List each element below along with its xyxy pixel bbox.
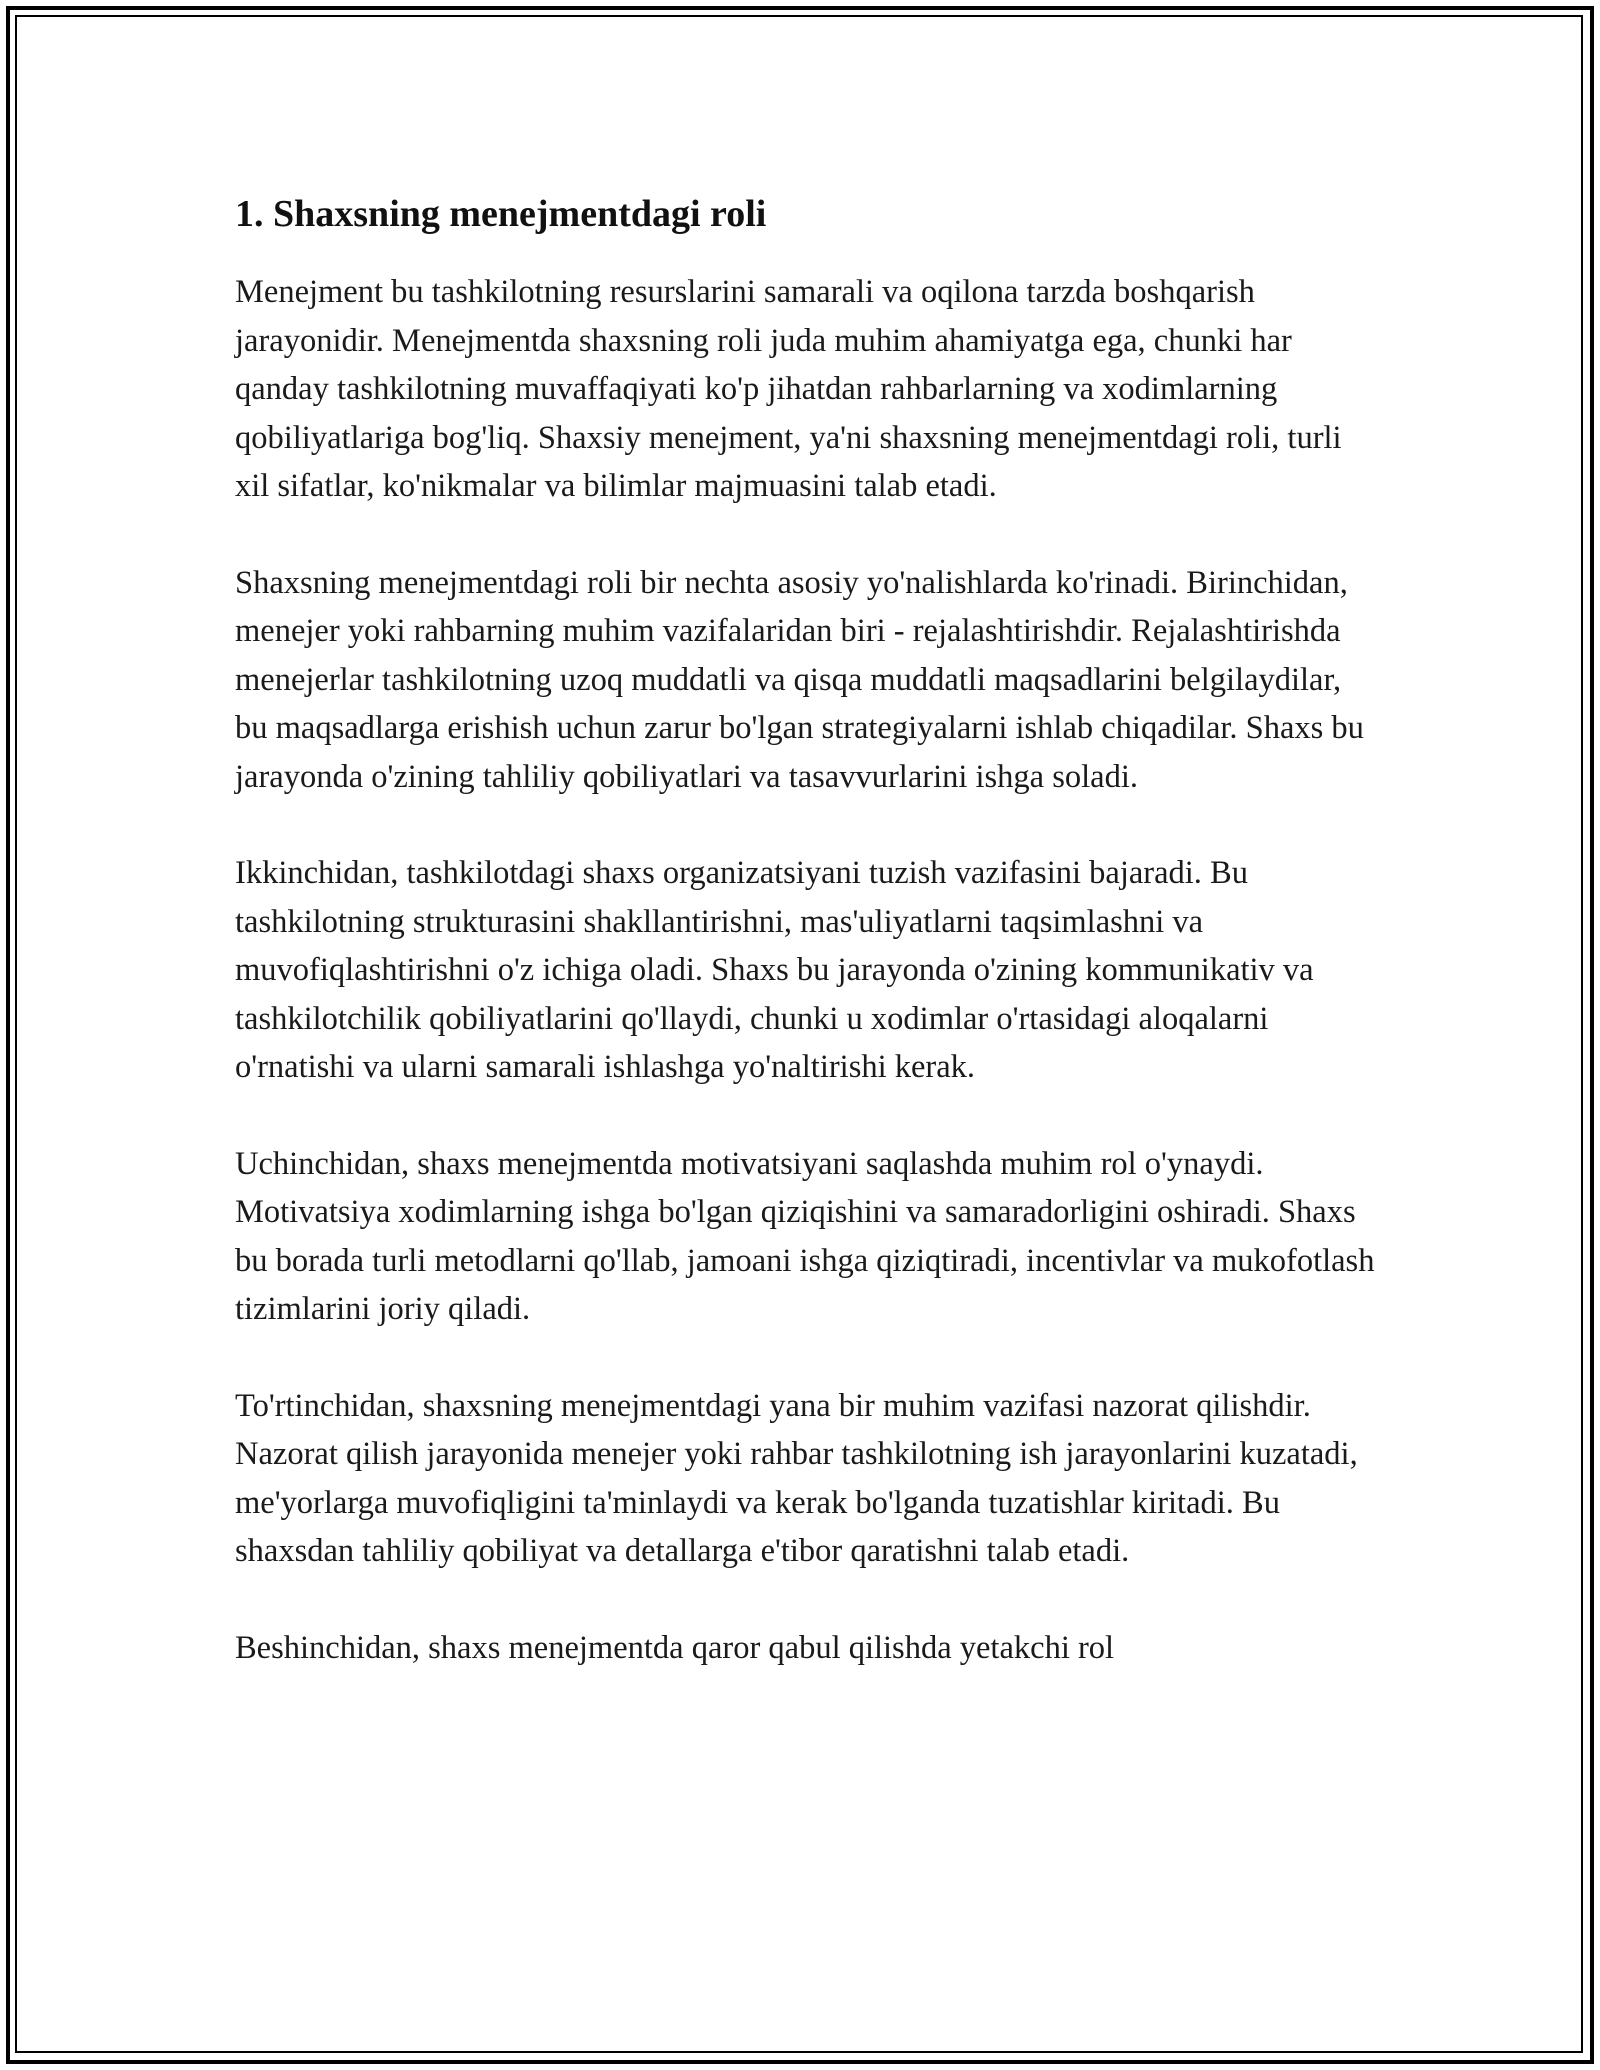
document-body	[235, 188, 1375, 1720]
paragraph-organizing: Ikkinchidan, tashkilotdagi shaxs organizatsiyani tuzish vazifasini bajaradi. Bu tashkilotning strukturasini shakllantirishni, mas'uliyatlarni taqsimlashni va muvofiqlashtirishni o'z ichiga oladi. Shaxs bu jarayonda o'zining kommunikativ va tashkilotchilik qobiliyatlarini qo'llaydi, chunki u xodimlar o'rtasidagi aloqalarni o'rnatishi va ularni samarali ishlashga yo'naltirishi kerak.	[235, 855, 1314, 1085]
paragraph-planning: Shaxsning menejmentdagi roli bir nechta asosiy yo'nalishlarda ko'rinadi. Birinchidan, menejer yoki rahbarning muhim vazifalaridan biri - rejalashtirishdir. Rejalashtirishda menejerlar tashkilotning uzoq muddatli va qisqa muddatli maqsadlarini belgilaydilar, bu maqsadlarga erishish uchun zarur bo'lgan strategiyalarni ishlab chiqadilar. Shaxs bu jarayonda o'zining tahliliy qobiliyatlari va tasavvurlarini ishga soladi.	[235, 564, 1364, 795]
paragraph-motivation: Uchinchidan, shaxs menejmentda motivatsiyani saqlashda muhim rol o'ynaydi. Motivatsiya xodimlarning ishga bo'lgan qiziqishini va samaradorligini oshiradi. Shaxs bu borada turli metodlarni qo'llab, jamoani ishga qiziqtiradi, incentivlar va mukofotlash tizimlarini joriy qiladi.	[235, 1145, 1375, 1327]
paragraph-control: To'rtinchidan, shaxsning menejmentdagi yana bir muhim vazifasi nazorat qilishdir. Nazorat qilish jarayonida menejer yoki rahbar tashkilotning ish jarayonlarini kuzatadi, me'yorlarga muvofiqligini ta'minlaydi va kerak bo'lganda tuzatishlar kiritadi. Bu shaxsdan tahliliy qobiliyat va detallarga e'tibor qaratishni talab etadi.	[235, 1387, 1358, 1569]
paragraph-decision-making: Beshinchidan, shaxs menejmentda qaror qabul qilishda yetakchi rol	[235, 1629, 1115, 1666]
paragraph-intro: Menejment bu tashkilotning resurslarini samarali va oqilona tarzda boshqarish jarayonidir. Menejmentda shaxsning roli juda muhim ahamiyatga ega, chunki har qanday tashkilotning muvaffaqiyati ko'p jihatdan rahbarlarning va xodimlarning qobiliyatlariga bog'liq. Shaxsiy menejment, ya'ni shaxsning menejmentdagi roli, turli xil sifatlar, ko'nikmalar va bilimlar majmuasini talab etadi.	[235, 274, 1342, 504]
section-heading: 1. Shaxsning menejmentdagi roli	[235, 193, 767, 235]
